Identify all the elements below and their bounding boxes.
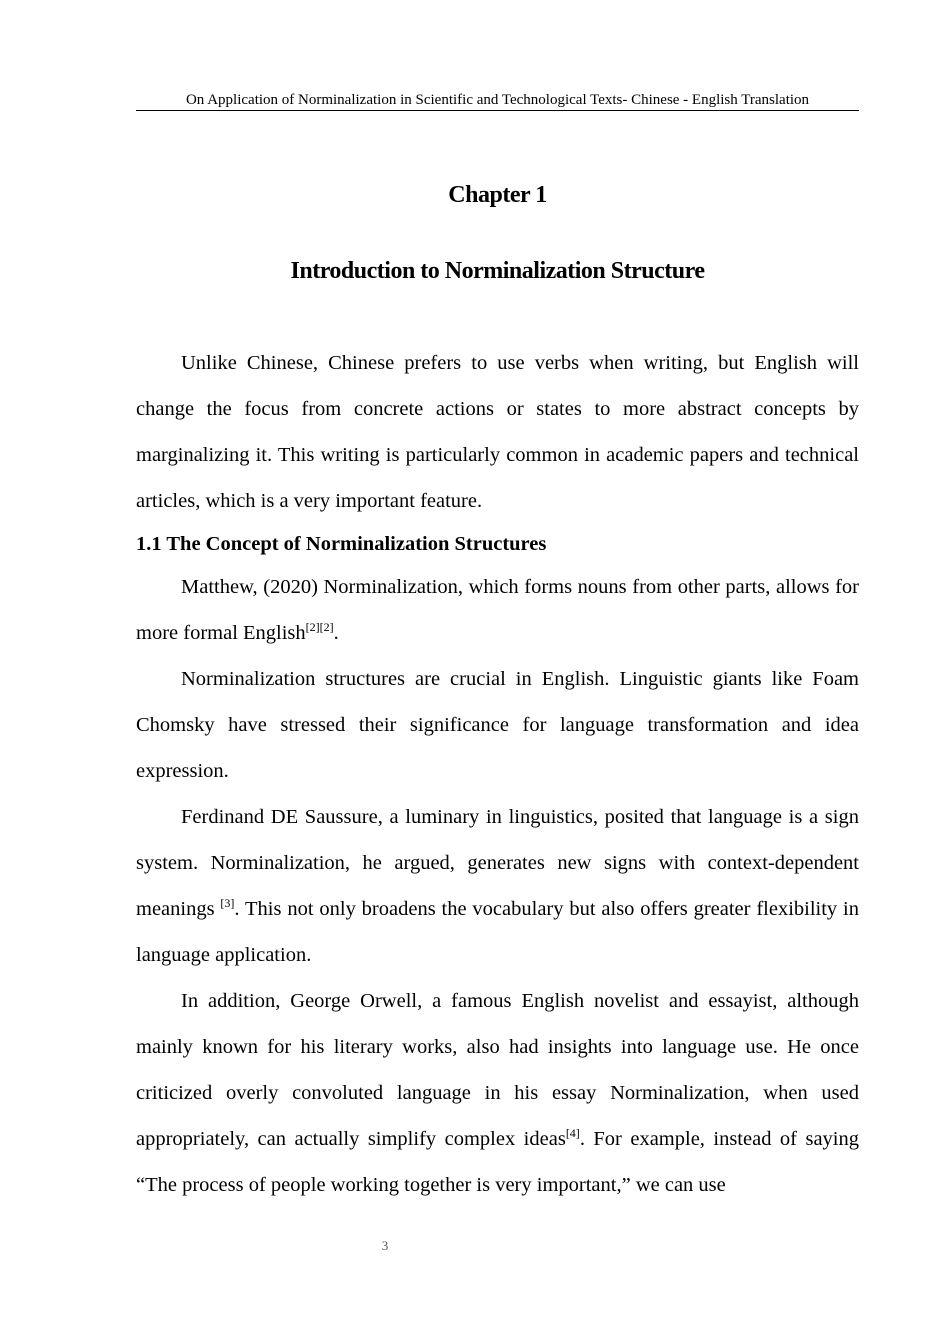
- paragraph-text-end: .: [333, 622, 339, 644]
- paragraph-text-end: . For example, instead of saying “The process of people working together is very important,” we can use: [136, 1128, 859, 1196]
- chapter-label: Chapter 1: [448, 182, 547, 208]
- chapter-title: Introduction to Norminalization Structure: [290, 258, 705, 284]
- paragraph-saussure: [136, 794, 859, 978]
- citation-marker: [4]: [565, 1126, 580, 1140]
- paragraph-text: Matthew, (2020) Norminalization, which forms nouns from other parts, allows for more formal English: [136, 576, 859, 644]
- body-text: [136, 340, 859, 1208]
- paragraph-text-end: . This not only broadens the vocabulary but also offers greater flexibility in language application.: [136, 898, 859, 966]
- paragraph-chomsky: Norminalization structures are crucial in English. Linguistic giants like Foam Chomsky have stressed their significance for language transformation and idea expression.: [136, 668, 859, 782]
- citation-marker: [2][2]: [305, 620, 334, 634]
- page-number: 3: [381, 1238, 389, 1253]
- running-header: On Application of Norminalization in Scientific and Technological Texts- Chinese - English Translation: [136, 90, 859, 111]
- paragraph-text: In addition, George Orwell, a famous English novelist and essayist, although mainly known for his literary works, also had insights into language use. He once criticized overly convoluted language in his essay Norminalization, when used appropriately, can actually simplify complex ideas: [136, 990, 859, 1150]
- section-heading-1-1: 1.1 The Concept of Norminalization Structures: [136, 533, 547, 555]
- paragraph-intro: Unlike Chinese, Chinese prefers to use verbs when writing, but English will change the focus from concrete actions or states to more abstract concepts by marginalizing it. This writing is particularly common in academic papers and technical articles, which is a very important feature.: [136, 352, 859, 512]
- citation-marker: [3]: [220, 896, 235, 910]
- paragraph-text: Ferdinand DE Saussure, a luminary in linguistics, posited that language is a sign system. Norminalization, he argued, generates new signs with context-dependent meanings: [136, 806, 859, 920]
- paragraph-matthew: [136, 564, 859, 656]
- paragraph-orwell: [136, 978, 859, 1208]
